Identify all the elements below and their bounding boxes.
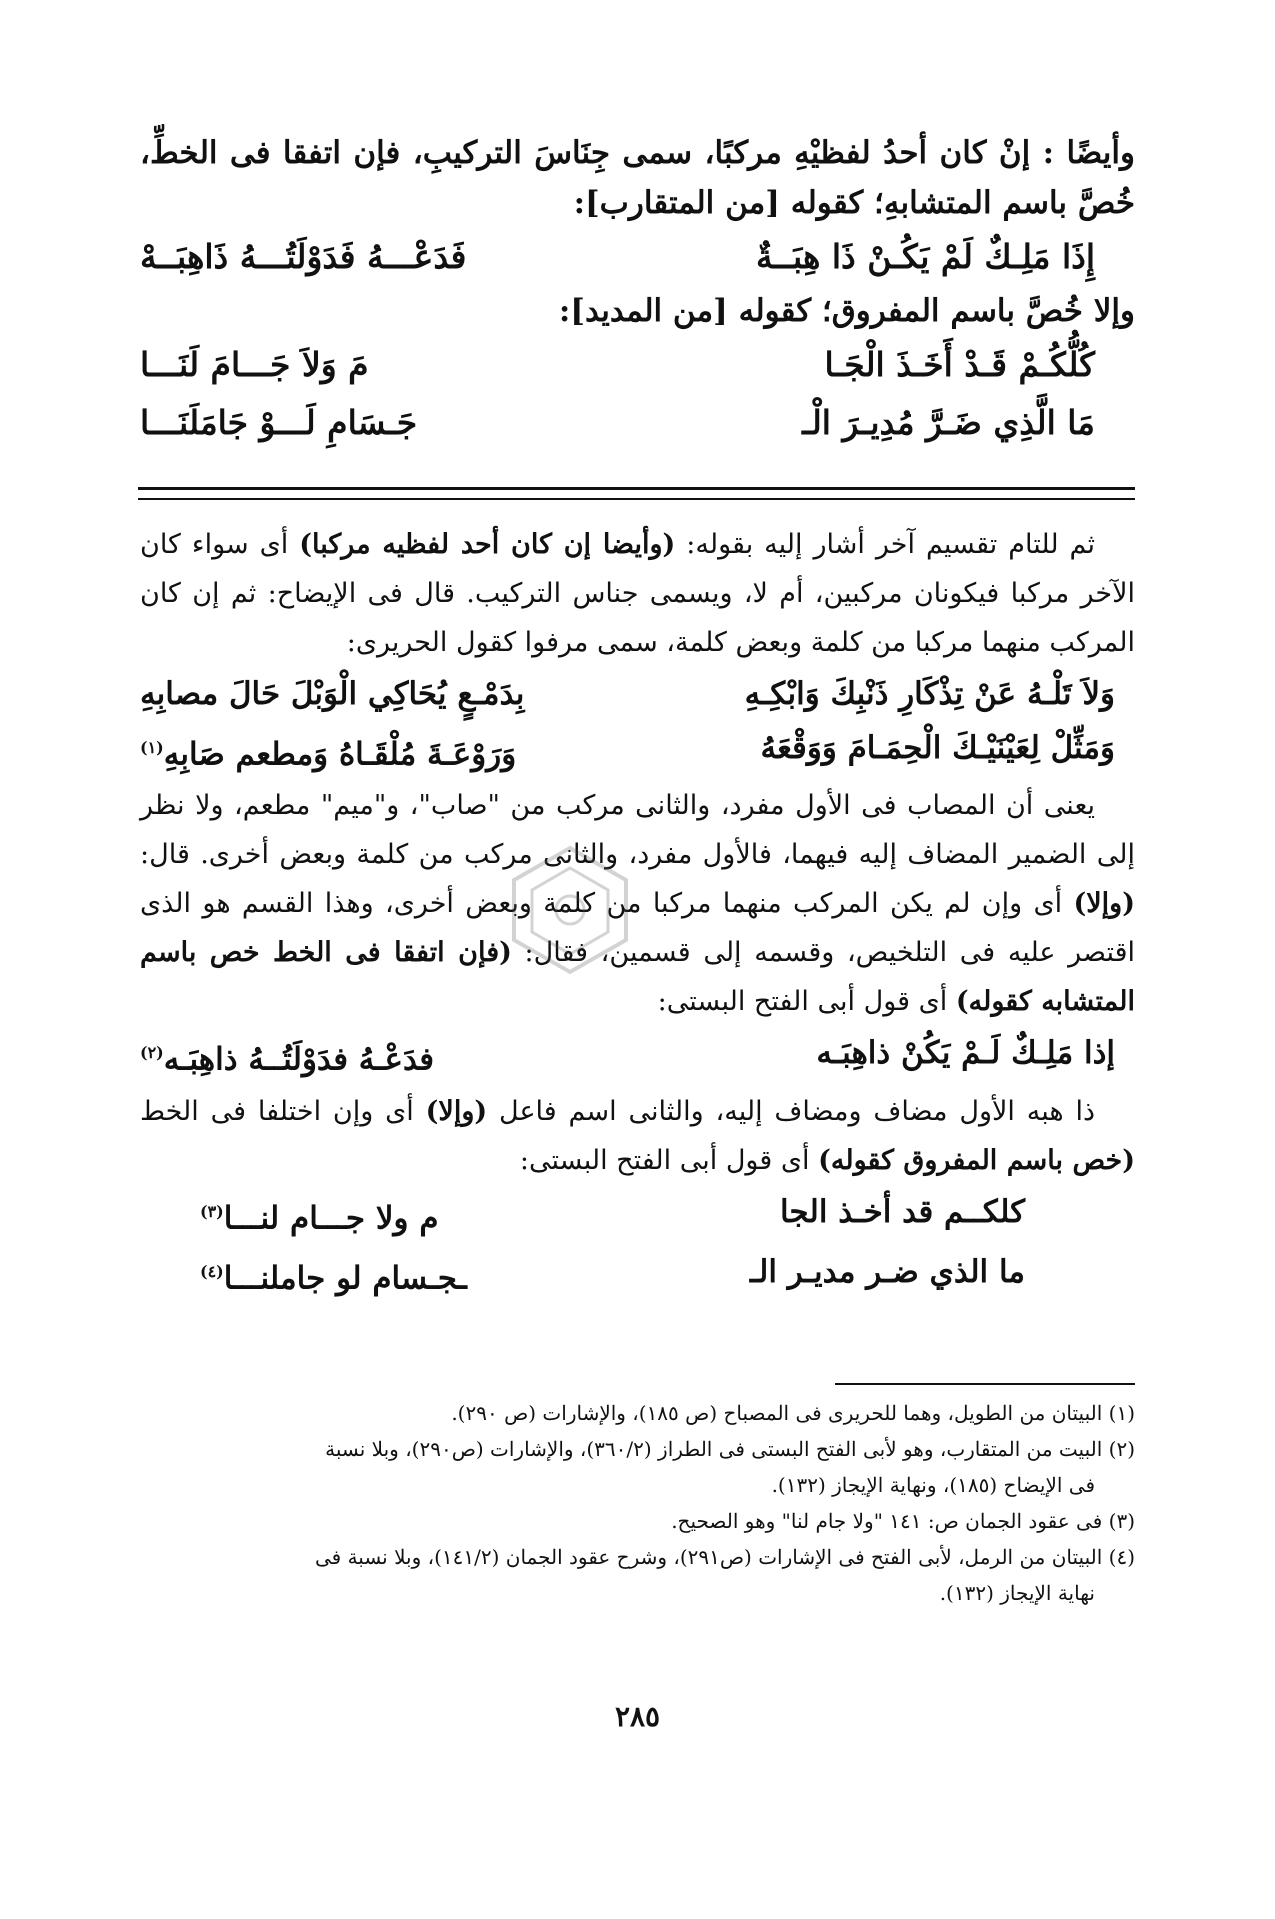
text-span: وَرَوْعَـةَ مُلْقَـاهُ وَمطعم صَابِهِ	[163, 736, 517, 773]
verse-first-hemistich: إذا مَلِـكٌ لَـمْ يَكُنْ ذاهِبَـه	[816, 1035, 1115, 1072]
quoted-matn: (وأيضا إن كان أحد لفظيه مركبا)	[299, 529, 676, 560]
verse-line	[140, 1185, 1135, 1245]
text-span: فدَعْـهُ فدَوْلَتُــهُ ذاهِبَـه	[163, 1041, 435, 1078]
text-span: أى سواء كان الآخر مركبا فيكونان مركبين، أم لا، ويسمى جناس التركيب. قال فى الإيضاح: ثم إن كان المركب منهما مركبا من كلمة وبعض كلمة، سمى مرفوا كقول الحريرى:	[140, 529, 1135, 658]
text-span: أى قول أبى الفتح البستى:	[519, 1144, 819, 1176]
footnote-marker[interactable]: (٤)	[200, 1261, 224, 1281]
verse-first-hemistich: إِذَا مَلِـكٌ لَمْ يَكُـنْ ذَا هِبَــةٌ	[755, 237, 1095, 276]
footnote-marker[interactable]: (٢)	[140, 1043, 164, 1063]
footnote-continuation: نهاية الإيجاز (١٣٢).	[939, 1581, 1095, 1605]
text-span: ـجـسام لو جاملنـــا	[223, 1260, 467, 1297]
footnote-marker[interactable]: (٣)	[200, 1201, 224, 1221]
verse-second-hemistich	[140, 721, 589, 781]
verse-line	[140, 228, 1135, 286]
commentary-paragraph	[140, 1087, 1135, 1185]
commentary-paragraph	[140, 520, 1135, 667]
footnote: (٢) البيت من المتقارب، وهو لأبى الفتح البستى فى الطراز (٣٦٠/٢)، والإشارات (ص٢٩٠)، وبلا نسبة	[325, 1437, 1135, 1461]
section-divider	[138, 487, 1135, 500]
footnote-divider	[835, 1383, 1135, 1385]
text-span: ثم للتام تقسيم آخر أشار إليه بقوله:	[675, 529, 1096, 560]
quoted-matn: (وإلا)	[425, 1095, 488, 1127]
quoted-matn: (وإلا)	[1073, 888, 1135, 920]
footnote: (٤) البيتان من الرمل، لأبى الفتح فى الإشارات (ص٢٩١)، وشرح عقود الجمان (١٤١/٢)، وبلا نسبة فى	[314, 1545, 1135, 1569]
verse-line	[140, 667, 1135, 721]
verse-second-hemistich	[200, 1245, 580, 1305]
verse-second-hemistich	[200, 1185, 580, 1245]
verse-second-hemistich: بِدَمْـعٍ يُحَاكِي الْوَبْلَ حَالَ مصابِهِ	[140, 676, 525, 712]
verse-second-hemistich	[140, 1026, 589, 1086]
verse-first-hemistich: كُلُّكُـمْ قَـدْ أَخَـذَ الْجَـا	[824, 345, 1095, 384]
text-span: ذا هبه الأول مضاف ومضاف إليه، والثانى اسم فاعل	[487, 1095, 1095, 1127]
footnote-continuation: فى الإيضاح (١٨٥)، ونهاية الإيجاز (١٣٢).	[771, 1473, 1095, 1497]
matn-section	[140, 128, 1135, 452]
text-span: يعنى أن المصاب فى الأول مفرد، والثانى مركب من "صاب"، و"ميم" مطعم، ولا نظر إلى الضمير المضاف إليه فيهما، فالأول مفرد، والثانى مركب من كلمة وبعض أخرى. قال:	[140, 790, 1135, 871]
text-span: أى قول أبى الفتح البستى:	[657, 986, 956, 1018]
verse-first-hemistich: وَلاَ تَلْـهُ عَنْ تِذْكَارِ ذَنْبِكَ وَابْكِـهِ	[744, 676, 1115, 712]
text-span: أى وإن لم يكن المركب منهما مركبا من كلمة وبعض أخرى، وهذا القسم هو الذى اقتصر عليه فى التلخيص، وقسمه إلى قسمين، فقال:	[140, 888, 1136, 969]
footnote: (٣) فى عقود الجمان ص: ١٤١ "ولا جام لنا" وهو الصحيح.	[671, 1509, 1135, 1533]
verse-line	[140, 721, 1135, 781]
verse-first-hemistich: كلكــم قد أخـذ الجا	[779, 1193, 1025, 1230]
text-span: أى وإن اختلفا فى الخط	[140, 1095, 426, 1127]
matn-paragraph: وأيضًا : إنْ كان أحدُ لفظيْهِ مركبًا، سمى جِنَاسَ التركيبِ، فإن اتفقا فى الخطِّ، خُصَّ باسم المتشابهِ؛ كقوله [من المتقارب]:	[140, 135, 1135, 221]
footnote-marker[interactable]: (١)	[140, 738, 164, 757]
verse-first-hemistich: وَمَثِّلْ لِعَيْنَيْـكَ الْحِمَـامَ وَوَقْعَهُ	[760, 730, 1115, 766]
verse-first-hemistich: مَا الَّذِي ضَـرَّ مُدِيـرَ الْـ	[802, 403, 1095, 442]
verse-line	[140, 336, 1135, 394]
verse-second-hemistich: فَدَعْـــهُ فَدَوْلَتُـــهُ ذَاهِبَــهْ	[140, 237, 467, 276]
text-span: م ولا جـــام لنـــا	[223, 1199, 439, 1236]
verse-line	[140, 1245, 1135, 1305]
verse-line	[140, 1026, 1135, 1086]
page-number: ٢٨٥	[614, 1700, 661, 1733]
verse-second-hemistich: جَـسَامِ لَـــوْ جَامَلَنَـــا	[140, 403, 418, 442]
quoted-matn: (فإن اتفقا فى الخط خص باسم المتشابه كقوله)	[140, 937, 1135, 1018]
matn-paragraph: وإلا خُصَّ باسم المفروق؛ كقوله [من المديد]:	[558, 293, 1135, 329]
verse-second-hemistich: مَ وَلاَ جَـــامَ لَنَـــا	[140, 345, 369, 384]
quoted-matn: (خص باسم المفروق كقوله)	[818, 1144, 1135, 1176]
verse-first-hemistich: ما الذي ضـر مديـر الـ	[749, 1253, 1025, 1290]
footnote: (١) البيتان من الطويل، وهما للحريرى فى المصباح (ص ١٨٥)، والإشارات (ص ٢٩٠).	[451, 1401, 1135, 1425]
library-stamp-watermark	[500, 840, 640, 980]
verse-line	[140, 394, 1135, 452]
footnotes	[140, 1395, 1135, 1611]
